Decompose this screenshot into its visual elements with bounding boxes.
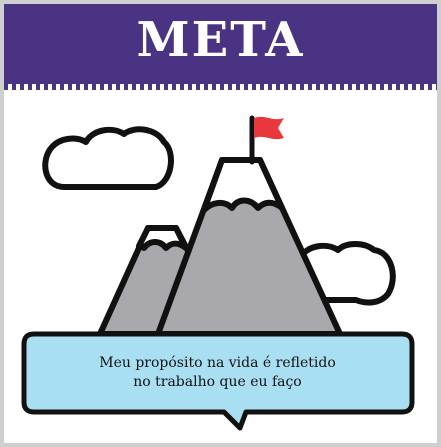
flag-icon xyxy=(252,117,284,162)
caption-line-2: no trabalho que eu faço xyxy=(133,374,302,390)
page-title: META xyxy=(136,12,305,68)
caption-line-1: Meu propósito na vida é refletido xyxy=(99,355,336,371)
caption-text xyxy=(24,336,411,410)
cloud-icon xyxy=(45,129,171,187)
